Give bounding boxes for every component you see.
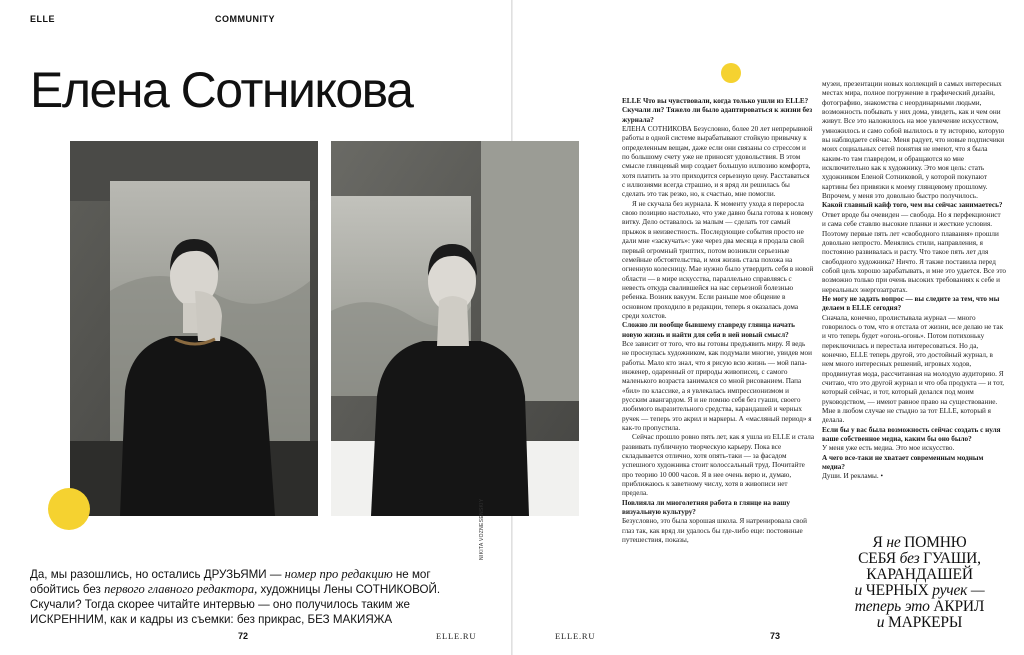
lead-text-3: художницы Лены СОТНИКОВОЙ. Скучали? Тогда скорее читайте интервью — оно получилось таким же ИСКРЕННИМ, как и кадры из съемки: без прикрас, БЕЗ МАКИЯЖА (30, 583, 441, 626)
quote-italic: не (886, 534, 901, 551)
answer: У меня уже есть медиа. Это мое искусство. (822, 444, 955, 453)
quote-fragment: ГУАШИ, (919, 550, 981, 567)
header-section: COMMUNITY (215, 14, 275, 24)
yellow-dot-small-decoration (721, 63, 741, 83)
answer: Все зависит от того, что вы готовы предъявить миру. Я ведь не проснулась художником, как подумали многие, увидев мои работы. Мало кто знал, что я рисую всю жизнь — мой папа-инженер, одаренный от природы живописец, с самого маленького возраста занимался со мной рисованием. Папа «бил» по классике, а я увлекалась импрессионизмом и русским авангардом. Я и не помню себя без гуаши, своего любимого выразительного средства, карандашей и черных ручек — теперь это акрил и маркеры. А «масляный период» я как-то пропустила. (622, 339, 812, 433)
lead-text-1: Да, мы разошлись, но остались ДРУЗЬЯМИ — (30, 568, 285, 581)
quote-italic: без (899, 550, 920, 567)
photo-credit: NIKITA VOZNESENSKIY (479, 498, 485, 560)
question: ELLE Что вы чувствовали, когда только ушли из ELLE? Скучали ли? Тяжело ли было адаптироваться к жизни без журнала? (622, 97, 813, 124)
answer: Я не скучала без журнала. К моменту ухода я переросла свою позицию настолько, что уже давно была готова к новому витку. Дело оставалось за малым — сделать тот самый прыжок в неизвестность. Последующие события просто не дали мне «заскучать»: уже через два месяца я продала свой первый огромный триптих, потом возникли серьезные семейные обстоятельства, и моя жизнь стала похожа на огненную колесницу. Мае нужно было утвердить себя в новой области — в мире искусства, параллельно справляясь с невесть откуда свалившейся на нас серьезной болезнью ребенка. Возник вакуум. Если раньше мое общение в основном проходило в редакции, теперь я оказалась дома среди холстов. (622, 199, 814, 320)
quote-fragment: КАРАНДАШЕЙ (866, 566, 973, 583)
question: А чего все-таки не хватает современным модным медиа? (822, 453, 984, 472)
page-number-left: 72 (238, 631, 249, 641)
question: Если бы у вас была возможность сейчас создать с нуля ваше собственное медиа, каким бы оно было? (822, 425, 1001, 444)
photo-portrait-1 (70, 141, 318, 516)
header-brand: ELLE (30, 14, 56, 24)
lead-italic-1: номер про редакцию (284, 567, 393, 581)
answer: Сначала, конечно, пролистывала журнал — много говорилось о том, что я отстала от жизни, все делаю не так и что теперь будет «огонь-огонь». Потом потихоньку переключилась и перестала интересоваться. Но да, конечно, ELLE теперь другой, это достойный журнал, в нем много интересных решений, игровых ходов, продвинутая мода, рассчитанная на молодую аудиторию. Я считаю, что это другой журнал и что оба продукта — и тот, который сейчас, и тот, который делался под моим руководством, — имеют равное право на существование. Мне в любом случае не стыдно за тот ELLE, который я делала. (822, 313, 1005, 425)
quote-italic: теперь это (854, 598, 930, 615)
quote-italic: и (854, 582, 863, 599)
quote-fragment: МАРКЕРЫ (884, 614, 963, 631)
quote-italic: и (876, 614, 885, 631)
pull-quote (847, 535, 992, 631)
answer: ЕЛЕНА СОТНИКОВА Безусловно, более 20 лет непрерывной работы в одной системе вырабатывают стойкую привычку к определенным вещам, даже если они связаны со стрессом и по большому счету уже не приносят удовольствия. В этом смысле глянцевый мир создает большую иллюзию комфорта, хотя платить за это приходится серьезную цену. Расставаться с иллюзиями всегда страшно, и я вряд ли решилась бы сделать это так резко, но, к счастью, мне помогли. (622, 125, 813, 199)
quote-italic: ручек — (932, 582, 985, 599)
page-number-right: 73 (770, 631, 781, 641)
footer-site-left: ELLE.RU (436, 631, 477, 641)
article-column-1 (622, 97, 814, 622)
question: Какой главный кайф того, чем вы сейчас занимаетесь? (822, 201, 1003, 210)
quote-fragment: Я (872, 534, 887, 551)
quote-fragment: ЧЕРНЫХ (862, 582, 933, 599)
lead-text-2: не мог обойтись без (30, 568, 431, 596)
lead-paragraph (30, 567, 470, 627)
answer: Сейчас прошло ровно пять лет, как я ушла из ELLE и стала развивать публичную творческую карьеру. Пока все складывается отлично, хотя опять-таки — за фасадом успешного художника стоит колоссальный труд. Почитайте про теорию 10 000 часов. Я в нее очень верю и, думаю, приближаюсь к заветному числу, хотя в живописи нет предела. (622, 433, 814, 498)
yellow-dot-decoration (48, 488, 90, 530)
quote-fragment: ПОМНЮ (900, 534, 967, 551)
answer: музеи, презентации новых коллекций в самых интересных местах мира, полное погружение в графический дизайн, фотографию, знакомства с неординарными людьми, возможность побывать у них дома, увидеть, как и чем они живут. Все это наложилось на мое увлечение искусством, умножилось и само собой вылилось в ту историю, которую вы наблюдаете сейчас. Меня радует, что новые подписчики моих социальных сетей понятия не имеют, что я была каким-то там главредом, и обращаются ко мне исключительно как к художнику. Это моя цель: стать художником Еленой Сотниковой, у которой покупают картины без привязки к моему глянцевому прошлому. Впрочем, у меня это довольно быстро получилось. (822, 80, 1005, 201)
question: Повлияла ли многолетняя работа в глянце на вашу визуальную культуру? (622, 498, 790, 517)
quote-fragment: СЕБЯ (858, 550, 900, 567)
question: Не могу не задать вопрос — вы следите за тем, что мы делаем в ELLE сегодня? (822, 294, 1000, 313)
article-column-2 (822, 80, 1006, 516)
footer-site-right: ELLE.RU (555, 631, 596, 641)
photo-portrait-2 (331, 141, 579, 516)
question: Сложно ли вообще бывшему главреду глянца начать новую жизнь и найти для себя в ней новый смысл? (622, 321, 795, 339)
lead-italic-2: первого главного редактора, (104, 582, 258, 596)
answer: Души. И рекламы. • (822, 472, 883, 481)
answer: Ответ вроде бы очевиден — свобода. Но я перфекционист и сама себе ставлю высокие планки и жесткие условия. Поэтому первые пять лет «свободного плавания» прошли довольно непросто. Менялись стили, направления, я постоянно развивалась и расту. Что такое пять лет для свободного художника? Ничто. Я также поставила перед собой цель хорошо зарабатывать, и мне это удается. Все это возможно только при очень высоких требованиях к себе и нереальных энергозатратах. (822, 210, 1006, 294)
article-title: Елена Сотникова (30, 62, 413, 118)
answer: Безусловно, это была хорошая школа. Я натренировала свой глаз так, как вряд ли удалось бы где-либо еще: постоянные путешествия, показы, (622, 517, 807, 545)
quote-fragment: АКРИЛ (929, 598, 985, 615)
